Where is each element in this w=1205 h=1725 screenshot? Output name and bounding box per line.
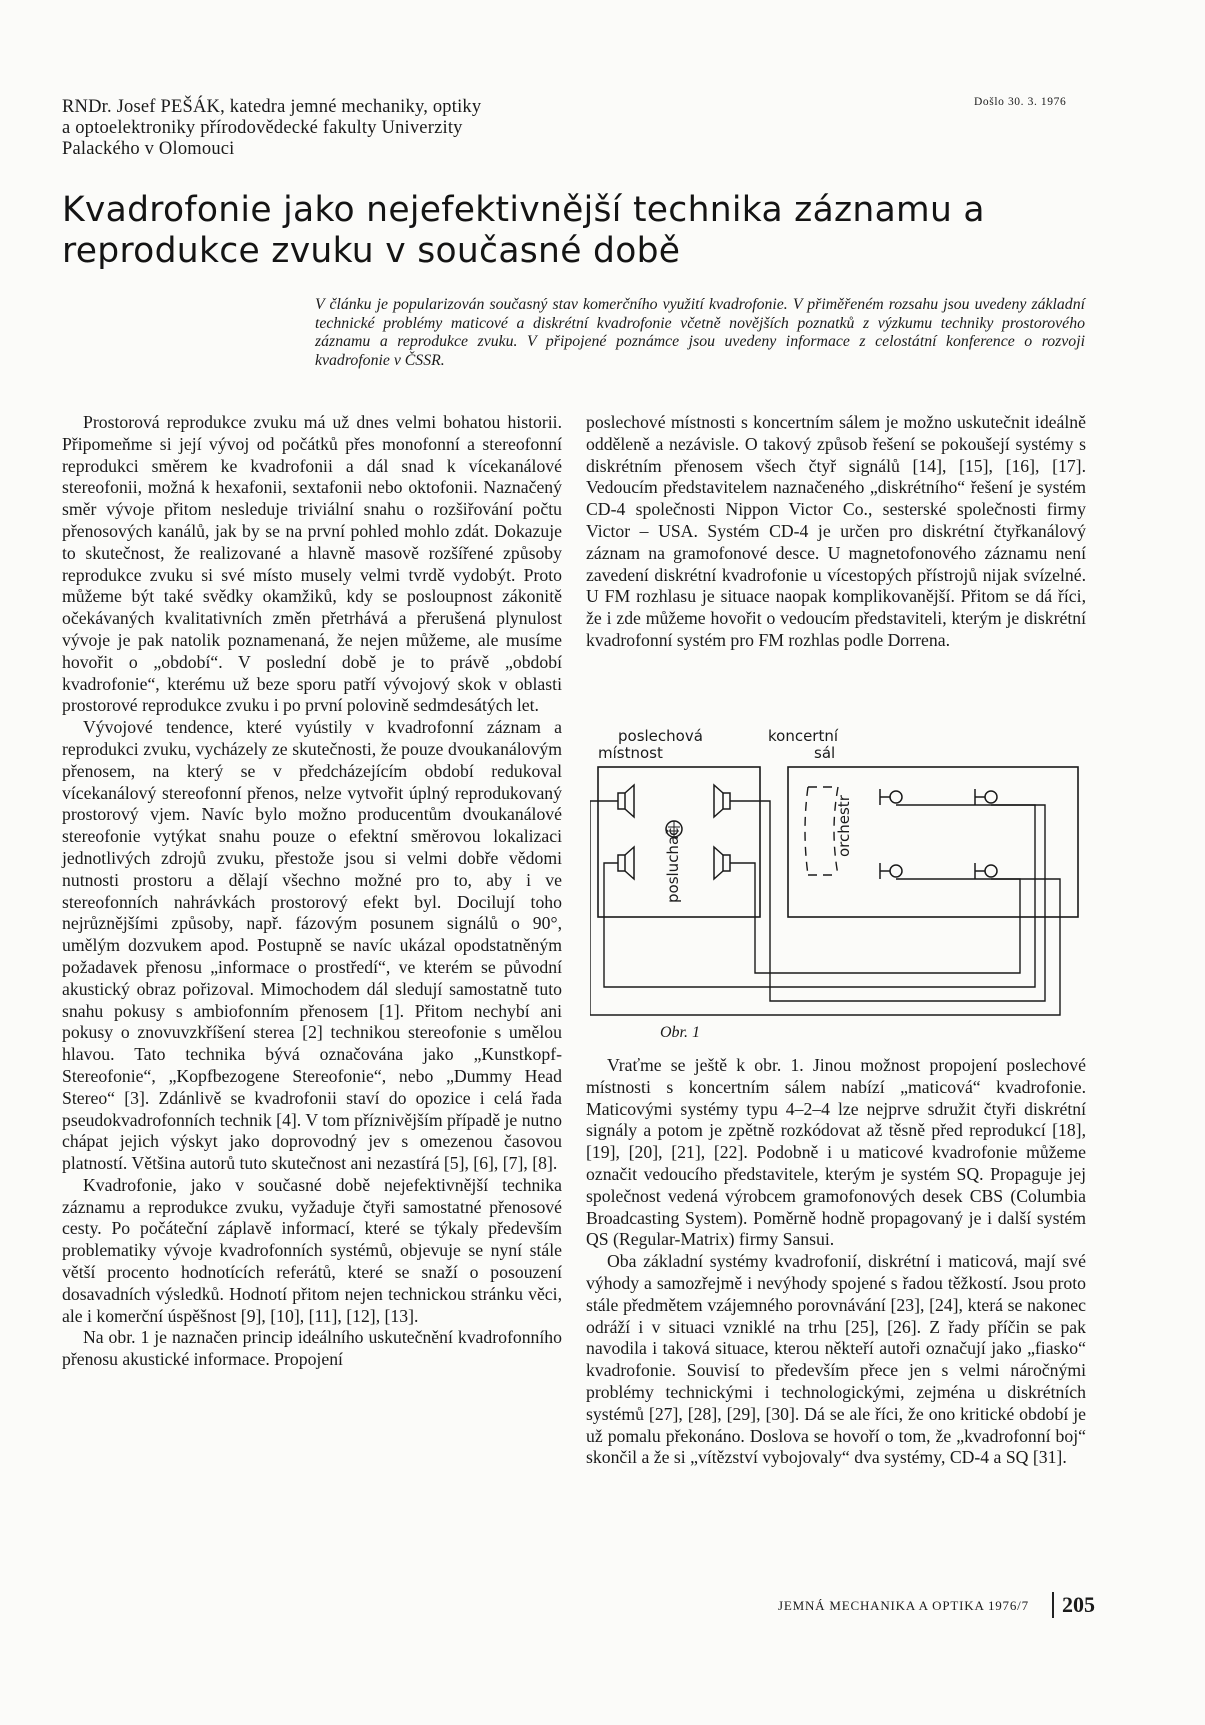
microphone-icon — [975, 863, 997, 879]
label-hall-line2: sál — [814, 744, 836, 762]
speaker-icon — [714, 785, 730, 817]
received-date: Došlo 30. 3. 1976 — [974, 96, 1067, 108]
paragraph: Vývojové tendence, které vyústily v kvadrofonní záznam a reprodukci zvuku, vycházely ze skutečnosti, že pouze dvoukanálovým přenosem, na který se v předcházejícím období redukoval vícekanálový stereofonní přenos, nelze vytvořit úplný reprodukovaný prostorový vjem. Navíc bylo možno producentům dvoukanálové stereofonie vytýkat snahu pouze o efektní směrovou lokalizaci jednotlivých zdrojů zvuku, přestože jsou si velmi dobře vědomi nutnosti prostoru a dělají všechno možné pro to, aby i ve stereofonních nahrávkách prostorový efekt byl. Docilují toho nejrůznějšími způsoby, např. fázovým posunem signálů o 90°, umělým dozvukem apod. Postupně se navíc ukázal opodstatněným požadavek přenosu „informace o prostředí“, ve kterém se původní akustický obraz pořizoval. Mimochodem dál sledují samostatně tuto snahu pokusy s ambiofonním přenosem [1]. Přitom nechybí ani pokusy o znovuvzkříšení sterea [2] technikou stereofonie s umělou hlavou. Tato technika bývá označována jako „Kunstkopf-Stereofonie“, „Kopfbezogene Stereofonie“, nebo „Dummy Head Stereo“ [3]. Zdánlivě se kvadrofonii staví do opozice i celá řada pseudokvadrofonních technik [4]. V tom příznivějším případě je nutno chápat jejich výskyt jako doprovodný jev s omezenou časovou platností. Většina autorů tuto skutečnost ani nezastírá [5], [6], [7], [8]. — [62, 717, 562, 1174]
signal-wires — [590, 801, 1060, 1015]
author-line-1: RNDr. Josef PEŠÁK, katedra jemné mechaniky, optiky — [62, 97, 482, 117]
paragraph: Na obr. 1 je naznačen princip ideálního uskutečnění kvadrofonního přenosu akustické informace. Propojení — [62, 1327, 562, 1370]
figure-1-diagram — [590, 725, 1090, 1025]
page-number: 205 — [1062, 1592, 1095, 1617]
paragraph: poslechové místnosti s koncertním sálem je možno uskutečnit ideálně odděleně a nezávisle. O takový způsob řešení se pokoušejí systémy s diskrétním přenosem všech čtyř signálů [14], [15], [16], [17]. Vedoucím představitelem naznačeného „diskrétního“ řešení je systém CD-4 společnosti Nippon Victor Co., sesterské společnosti firmy Victor – USA. Systém CD-4 je určen pro diskrétní čtyřkanálový záznam na gramofonové desce. U magnetofonového záznamu není zavedení diskrétní kvadrofonie u vícestopých přístrojů nijak svízelné. U FM rozhlasu je situace naopak komplikovanější. Přitom se dá říci, že i zde můžeme hovořit o vedoucím představiteli, kterým je diskrétní kvadrofonní systém pro FM rozhlas podle Dorrena. — [586, 412, 1086, 650]
speaker-icon — [714, 847, 730, 879]
journal-footer: JEMNÁ MECHANIKA A OPTIKA 1976/7 — [778, 1598, 1029, 1613]
figure-caption: Obr. 1 — [660, 1024, 701, 1041]
orchestra-arc — [805, 787, 838, 875]
right-column-top — [586, 412, 1086, 652]
article-title: Kvadrofonie jako nejefektivnější technika záznamu a reprodukce zvuku v současné době — [62, 190, 985, 271]
label-orchestra: orchestr — [835, 795, 853, 857]
abstract: V článku je popularizován současný stav komerčního využití kvadrofonie. V přiměřeném rozsahu jsou uvedeny základní technické problémy maticové a diskrétní kvadrofonie včetně novějších poznatků z výzkumu techniky prostorového záznamu a reprodukce zvuku. V připojené poznámce jsou uvedeny informace z celostátní konference o rozvoji kvadrofonie v ČSSR. — [315, 296, 1085, 369]
microphone-icon — [880, 863, 902, 879]
speaker-icon — [618, 785, 634, 817]
author-line-2: a optoelektroniky přírodovědecké fakulty Univerzity — [62, 118, 463, 138]
microphone-icon — [880, 789, 902, 805]
right-column-bottom — [586, 1055, 1086, 1469]
author-affiliation — [62, 97, 562, 160]
speaker-icon — [618, 847, 634, 879]
footer-divider — [1052, 1592, 1054, 1618]
label-listener: posluchač — [664, 827, 682, 903]
label-hall-line1: koncertní — [768, 727, 839, 745]
label-room-line1: poslechová — [618, 727, 703, 745]
author-line-3: Palackého v Olomouci — [62, 139, 235, 159]
paragraph: Oba základní systémy kvadrofonií, diskrétní i maticová, mají své výhody a samozřejmě i nevýhody spojené s řadou těžkostí. Jsou proto stále předmětem vzájemného porovnávání [23], [24], která se nakonec odráží i v situaci vzniklé na trhu [25], [26]. Z řady příčin se pak navodila i taková situace, kterou někteří autoři označují jako „fiasko“ kvadrofonie. Souvisí to především přece jen s velmi náročnými problémy technickými i technologickými, zejména u diskrétních systémů [27], [28], [29], [30]. Dá se ale říci, že ono kritické období je už pomalu překonáno. Doslova se hovoří o tom, že „kvadrofonní boj“ skončil a že si „vítězství vybojovaly“ dva systémy, CD-4 a SQ [31]. — [586, 1251, 1086, 1468]
label-room-line2: místnost — [598, 744, 663, 762]
paragraph: Prostorová reprodukce zvuku má už dnes velmi bohatou historii. Připomeňme si její vývoj od počátků přes monofonní a stereofonní reprodukci směrem ke kvadrofonii a dál snad k vícekanálové stereofonii, možná k hexafonii, sextafonii nebo oktofonii. Naznačený směr vývoje přitom nesleduje triviální snahu o rozšiřování počtu přenosových kanálů, jak by se na první pohled mohlo zdát. Dokazuje to skutečnost, že realizované a hlavně masově rozšířené způsoby reprodukce zvuku si své místo musely velmi tvrdě vydobýt. Proto můžeme být také svědky okamžiků, kdy se posloupnost zákonitě očekávaných kvalitativních změn přetrhává a přerušená plynulost vývoje je pak natolik poznamenaná, že nejen můžeme, ale musíme hovořit o „období“. V poslední době je to právě „období kvadrofonie“, kterému už beze sporu patří vývojový skok v oblasti prostorové reprodukce zvuku i po první polovině sedmdesátých let. — [62, 412, 562, 716]
left-column — [62, 412, 562, 1371]
paragraph: Kvadrofonie, jako v současné době nejefektivnější technika záznamu a reprodukce zvuku, vyžaduje čtyři samostatné přenosové cesty. Po počáteční záplavě informací, které se týkaly především problematiky vývoje kvadrofonních systémů, objevuje se nyní stále větší procento hodnotících referátů, které se snaží o posouzení dosavadních výsledků. Hodnotí přitom nejen technickou stránku věci, ale i komerční úspěšnost [9], [10], [11], [12], [13]. — [62, 1174, 562, 1326]
microphone-icon — [975, 789, 997, 805]
paragraph: Vraťme se ještě k obr. 1. Jinou možnost propojení poslechové místnosti s koncertním sálem nabízí „maticová“ kvadrofonie. Maticovými systémy typu 4–2–4 lze nejprve sdružit čtyři diskrétní signály a potom je zpětně rozkódovat až těsně před reprodukcí [18], [19], [20], [21], [22]. Podobně i u maticové kvadrofonie můžeme označit vedoucího představitele, kterým je systém SQ. Propaguje jej společnost vedená výrobcem gramofonových desek CBS (Columbia Broadcasting System). Poměrně hodně propagovaný je i další systém QS (Regular-Matrix) firmy Sansui. — [586, 1055, 1086, 1250]
